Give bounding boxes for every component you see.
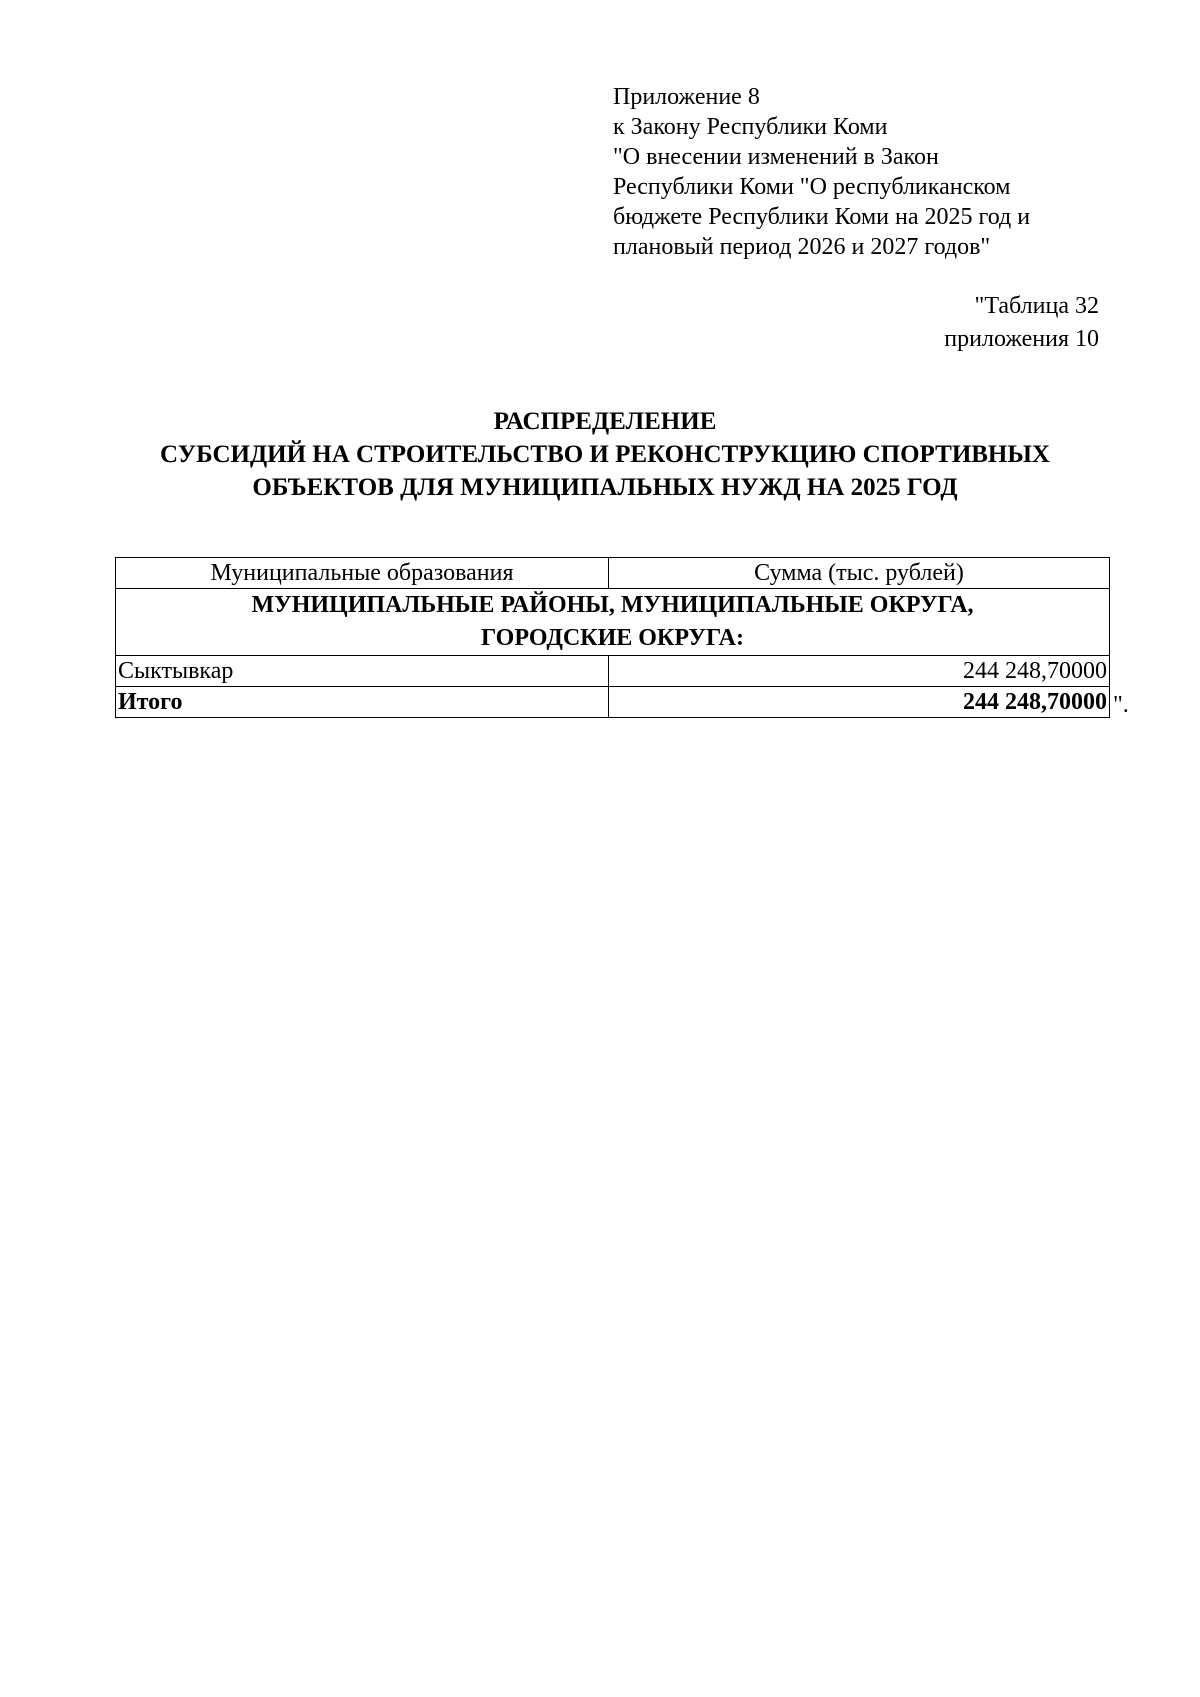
appendix-line: Приложение 8 — [613, 84, 760, 110]
appendix-line: плановый период 2026 и 2027 годов" — [613, 234, 991, 260]
header-municipalities: Муниципальные образования — [116, 558, 609, 589]
document-title — [100, 405, 1110, 504]
table-header-row — [116, 558, 1110, 589]
table-reference — [944, 290, 1099, 356]
appendix-line: Республики Коми "О республиканском — [613, 174, 1011, 200]
amount-value: 244 248,70000 — [609, 656, 1110, 687]
distribution-table — [115, 557, 1110, 718]
appendix-line: "О внесении изменений в Закон — [613, 144, 939, 170]
section-heading-line: ГОРОДСКИЕ ОКРУГА: — [481, 625, 744, 651]
municipality-name: Сыктывкар — [116, 656, 609, 687]
table-reference-line: "Таблица 32 — [974, 293, 1099, 319]
title-line: ОБЪЕКТОВ ДЛЯ МУНИЦИПАЛЬНЫХ НУЖД НА 2025 ГОД — [252, 474, 958, 501]
appendix-line: к Закону Республики Коми — [613, 114, 888, 140]
table-reference-line: приложения 10 — [944, 326, 1099, 352]
title-line: СУБСИДИЙ НА СТРОИТЕЛЬСТВО И РЕКОНСТРУКЦИЮ СПОРТИВНЫХ — [160, 441, 1050, 468]
total-amount: 244 248,70000 — [609, 687, 1110, 718]
section-heading-line: МУНИЦИПАЛЬНЫЕ РАЙОНЫ, МУНИЦИПАЛЬНЫЕ ОКРУГА, — [251, 592, 974, 618]
table-total-row — [116, 687, 1110, 718]
total-label: Итого — [116, 687, 609, 718]
appendix-heading — [613, 82, 1173, 262]
header-amount: Сумма (тыс. рублей) — [609, 558, 1110, 589]
closing-quote-mark: ". — [1113, 692, 1129, 718]
table-row — [116, 656, 1110, 687]
table-section-row — [116, 589, 1110, 656]
section-heading — [116, 589, 1110, 656]
appendix-line: бюджете Республики Коми на 2025 год и — [613, 204, 1031, 230]
title-line: РАСПРЕДЕЛЕНИЕ — [493, 408, 717, 435]
